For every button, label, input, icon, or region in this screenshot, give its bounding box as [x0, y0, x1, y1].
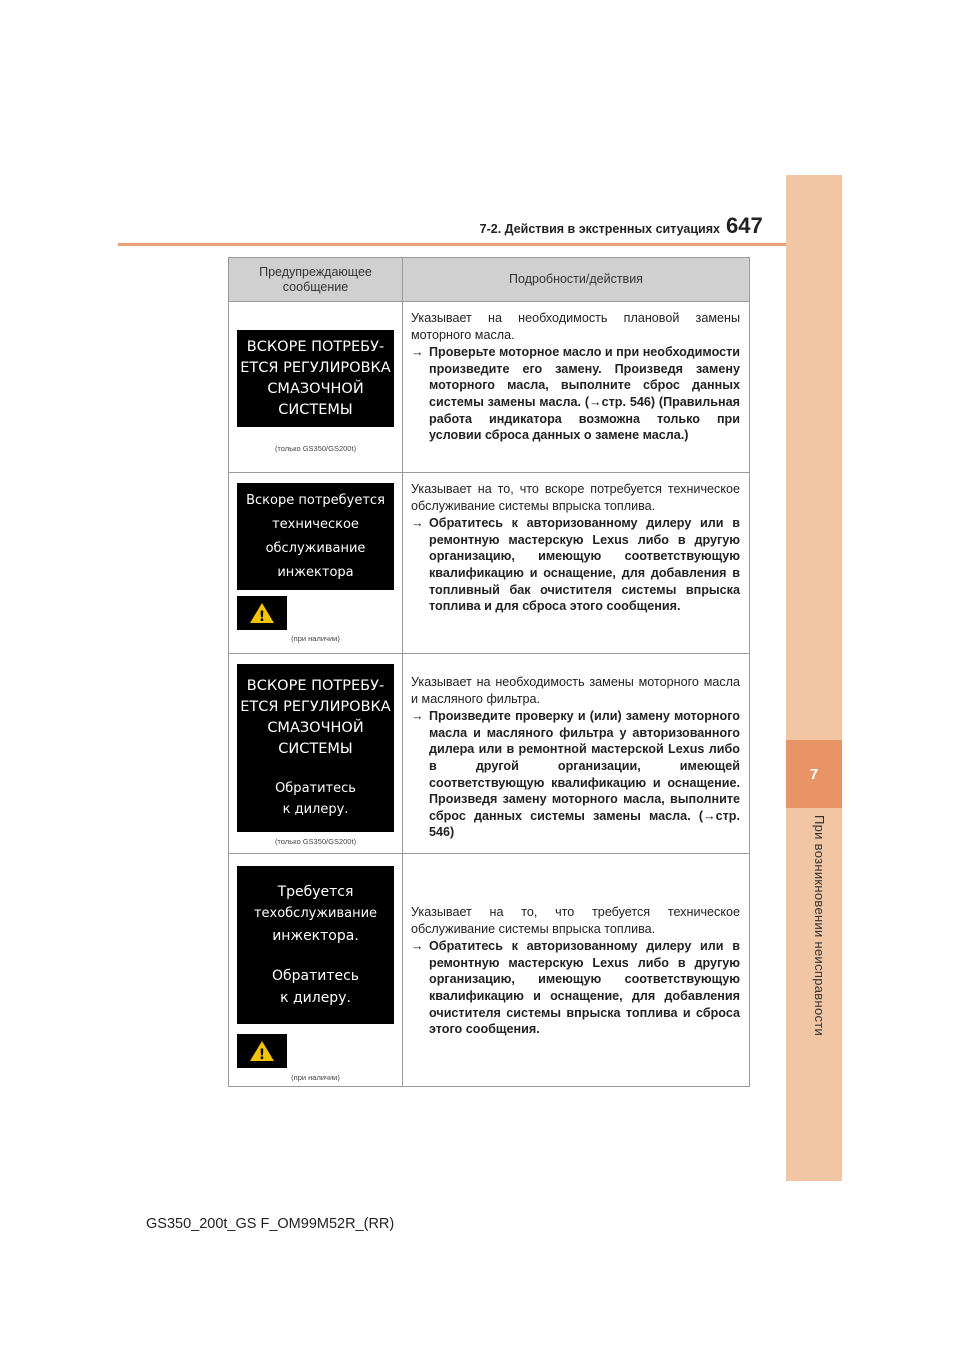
screen-line: к дилеру.: [280, 990, 351, 1006]
warning-triangle-icon: [249, 1040, 275, 1062]
arrow-icon: →: [411, 939, 424, 954]
details-cell: [403, 854, 749, 1086]
col-header-details: Подробности/действия: [509, 272, 643, 287]
message-cell: [229, 654, 403, 853]
table-row: [229, 854, 749, 1086]
details-cell: [403, 302, 749, 472]
screen-line: инжектора: [277, 564, 354, 580]
action-text: Произведите проверку и (или) замену моторного масла и масляного фильтра у авторизованного дилера или в ремонтной мастерской Lexus либо в другой организации, имеющей соответствующую квалификацию и оснащение. Произведя замену моторного масла, выполните сброс данных системы замены масла. (→стр. 546): [429, 709, 740, 840]
display-screen: [237, 866, 394, 1024]
warning-triangle-icon: [249, 602, 275, 624]
table-row: [229, 473, 749, 654]
screen-line: СИСТЕМЫ: [278, 741, 353, 757]
screen-line: Вскоре потребуется: [246, 492, 385, 508]
availability-note: (при наличии): [291, 634, 340, 643]
screen-line: СИСТЕМЫ: [278, 401, 353, 418]
action-text: Обратитесь к авторизованному дилеру или в ремонтную мастерскую Lexus либо в другую организацию, имеющую соответствующую квалификацию и оснащение, для добавления очистителя системы впрыска топлива и сброса этого сообщения.: [429, 939, 740, 1037]
page-number: 647: [726, 213, 763, 238]
display-screen: [237, 483, 394, 590]
screen-line: Требуется: [277, 884, 354, 900]
screen-line: техническое: [272, 516, 359, 532]
description-text: Указывает на то, что вскоре потребуется техническое обслуживание системы впрыска топлива.: [411, 482, 740, 513]
warning-glyph: !: [258, 1047, 266, 1062]
arrow-icon: →: [411, 516, 424, 531]
screen-line: инжектора.: [272, 928, 359, 944]
header-rule: [118, 243, 786, 246]
arrow-icon: →: [411, 345, 424, 360]
warning-messages-table: [228, 257, 750, 1087]
message-cell: [229, 302, 403, 472]
message-cell: [229, 473, 403, 653]
availability-note: (при наличии): [291, 1073, 340, 1082]
action-item: [411, 344, 740, 444]
col-header-message: Предупреждающее сообщение: [229, 258, 403, 301]
display-screen: [237, 330, 394, 427]
model-note: (только GS350/GS200t): [274, 444, 357, 453]
screen-line: Обратитесь: [271, 968, 360, 984]
description-text: Указывает на необходимость плановой замены моторного масла.: [411, 311, 740, 342]
warning-glyph: !: [258, 609, 266, 624]
details-cell: [403, 654, 749, 853]
warning-icon-box: [237, 596, 287, 630]
display-screen: [237, 664, 394, 832]
details-cell: [403, 473, 749, 653]
section-title: 7-2. Действия в экстренных ситуациях: [479, 222, 720, 236]
chapter-number: 7: [809, 766, 819, 783]
screen-line: ВСКОРЕ ПОТРЕБУ-: [246, 338, 385, 355]
description-text: Указывает на необходимость замены моторного масла и масляного фильтра.: [411, 675, 740, 706]
screen-line: к дилеру.: [282, 802, 349, 817]
model-note: (только GS350/GS200t): [274, 837, 357, 846]
warning-icon-box: [237, 1034, 287, 1068]
message-cell: [229, 854, 403, 1086]
arrow-icon: →: [411, 709, 424, 724]
action-item: [411, 938, 740, 1038]
description-text: Указывает на то, что требуется техническое обслуживание системы впрыска топлива.: [411, 905, 740, 936]
screen-line: обслуживание: [265, 540, 366, 556]
screen-line: техобслуживание: [253, 906, 378, 921]
screen-line: СМАЗОЧНОЙ: [267, 380, 364, 397]
action-text: Обратитесь к авторизованному дилеру или в ремонтную мастерскую Lexus либо в другую организацию, имеющую соответствующую квалификацию и оснащение, для добавления в топливный бак очистителя системы впрыска топлива и для сброса этого сообщения.: [429, 516, 740, 614]
action-item: [411, 708, 740, 841]
screen-line: ВСКОРЕ ПОТРЕБУ-: [246, 678, 385, 694]
chapter-title: При возникновении неисправности: [812, 815, 827, 1037]
screen-line: СМАЗОЧНОЙ: [267, 720, 364, 736]
table-row: [229, 302, 749, 473]
action-item: [411, 515, 740, 615]
screen-line: Обратитесь: [275, 781, 356, 796]
document-code: GS350_200t_GS F_OM99M52R_(RR): [146, 1216, 395, 1232]
table-row: [229, 654, 749, 854]
table-header: [229, 258, 749, 302]
screen-line: ЕТСЯ РЕГУЛИРОВКА: [240, 699, 391, 715]
action-text: Проверьте моторное масло и при необходимости произведите его замену. Произведя замену моторного масла, выполните сброс данных системы замены масла. (→стр. 546) (Правильная работа индикатора возможна только при условии сброса данных о замене масла.): [429, 345, 741, 443]
screen-line: ЕТСЯ РЕГУЛИРОВКА: [240, 359, 391, 376]
